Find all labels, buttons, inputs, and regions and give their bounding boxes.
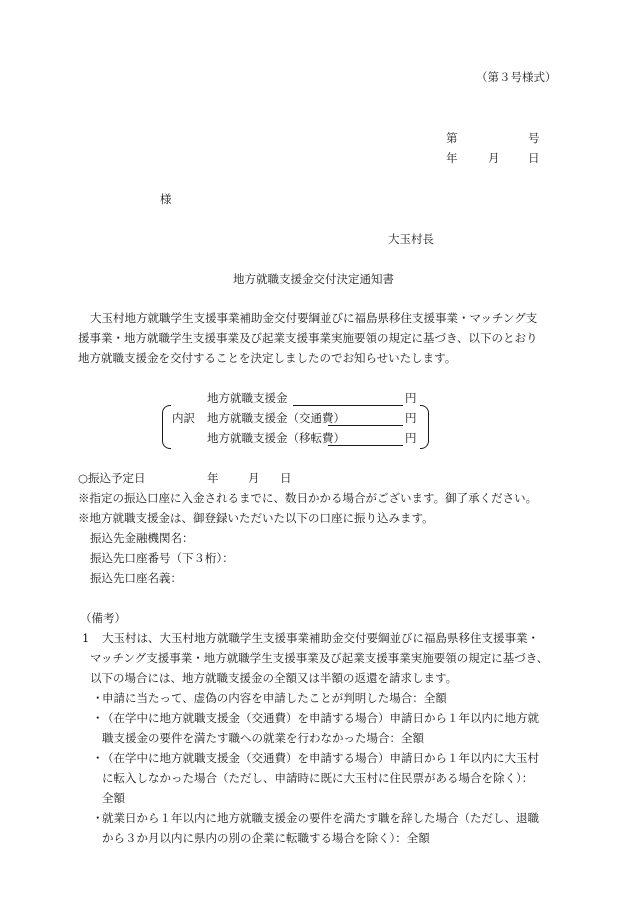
bullet-line: 全額: [102, 791, 125, 805]
bullet-line: 職支援金の要件を満たす職への就業を行わなかった場合：全額: [102, 731, 424, 745]
transport-amount-label: 地方就職支援金（交通費）: [207, 411, 345, 425]
addressee: 様: [160, 192, 172, 206]
intro-line: 援事業・地方就職学生支援事業及び起業支援事業実施要領の規定に基づき、以下のとおり: [78, 331, 538, 345]
intro-line: 地方就職支援金を交付することを決定しましたのでお知らせいたします。: [78, 351, 457, 365]
transport-amount-field[interactable]: [328, 413, 403, 426]
account-number-label: 振込先口座番号（下３桁）：: [90, 551, 234, 565]
remarks-item-number: 1: [82, 631, 90, 645]
breakdown-label: 内訳: [172, 411, 195, 425]
account-holder-label: 振込先口座名義：: [90, 571, 182, 585]
bullet-mark: ・: [92, 751, 104, 765]
bullet-mark: ・: [92, 811, 104, 825]
yen-unit: 円: [405, 431, 417, 445]
note: ※地方就職支援金は、御登録いただいた以下の口座に振り込みます。: [78, 511, 434, 525]
bullet-line: 就業日から１年以内に地方就職支援金の要件を満たす職を辞した場合（ただし、退職: [102, 811, 539, 825]
bullet-mark: ・: [92, 711, 104, 725]
yen-unit: 円: [405, 391, 417, 405]
relocation-amount-field[interactable]: [328, 433, 403, 446]
intro-line: 大玉村地方就職学生支援事業補助金交付要綱並びに福島県移住支援事業・マッチング支: [90, 311, 538, 325]
bullet-line: （在学中に地方就職支援金（交通費）を申請する場合）申請日から１年以内に地方就: [102, 711, 539, 725]
document-title: 地方就職支援金交付決定通知書: [233, 272, 394, 286]
transfer-date-label: ○振込予定日: [78, 471, 146, 485]
date-year: 年: [446, 151, 458, 165]
bullet-line: （在学中に地方就職支援金（交通費）を申請する場合）申請日から１年以内に大玉村: [102, 751, 539, 765]
bullet-line: に転入しなかった場合（ただし、申請時に既に大玉村に住民票がある場合を除く）：: [102, 771, 534, 785]
remarks-heading: （備考）: [80, 611, 126, 625]
relocation-amount-label: 地方就職支援金（移転費）: [207, 431, 345, 445]
yen-unit: 円: [405, 411, 417, 425]
sender: 大玉村長: [388, 232, 434, 246]
total-amount-label: 地方就職支援金: [207, 391, 288, 405]
date-month: 月: [488, 151, 500, 165]
bullet-line: 申請に当たって、虚偽の内容を申請したことが判明した場合：全額: [102, 691, 447, 705]
bullet-line: から３か月以内に県内の別の企業に転職する場合を除く）：全額: [102, 831, 430, 845]
bank-name-label: 振込先金融機関名：: [90, 531, 194, 545]
date-day: 日: [528, 151, 540, 165]
right-bracket: [420, 405, 429, 449]
form-number: （第３号様式）: [476, 70, 557, 84]
transfer-date-day: 日: [280, 471, 292, 485]
remarks-line: 大玉村は、大玉村地方就職学生支援事業補助金交付要綱並びに福島県移住支援事業・: [102, 631, 539, 645]
remarks-line: マッチング支援事業・地方就職学生支援事業及び起業支援事業実施要領の規定に基づき、: [90, 651, 549, 665]
doc-number-suffix: 号: [528, 131, 540, 145]
transfer-date-month: 月: [248, 471, 260, 485]
note: ※指定の振込口座に入金されるまでに、数日かかる場合がございます。御了承ください。: [78, 491, 538, 505]
left-bracket: [162, 405, 171, 449]
bullet-mark: ・: [92, 691, 104, 705]
doc-number-prefix: 第: [446, 131, 458, 145]
total-amount-field[interactable]: [293, 393, 403, 406]
transfer-date-year: 年: [207, 471, 219, 485]
remarks-line: 以下の場合には、地方就職支援金の全額又は半額の返還を請求します。: [90, 671, 458, 685]
